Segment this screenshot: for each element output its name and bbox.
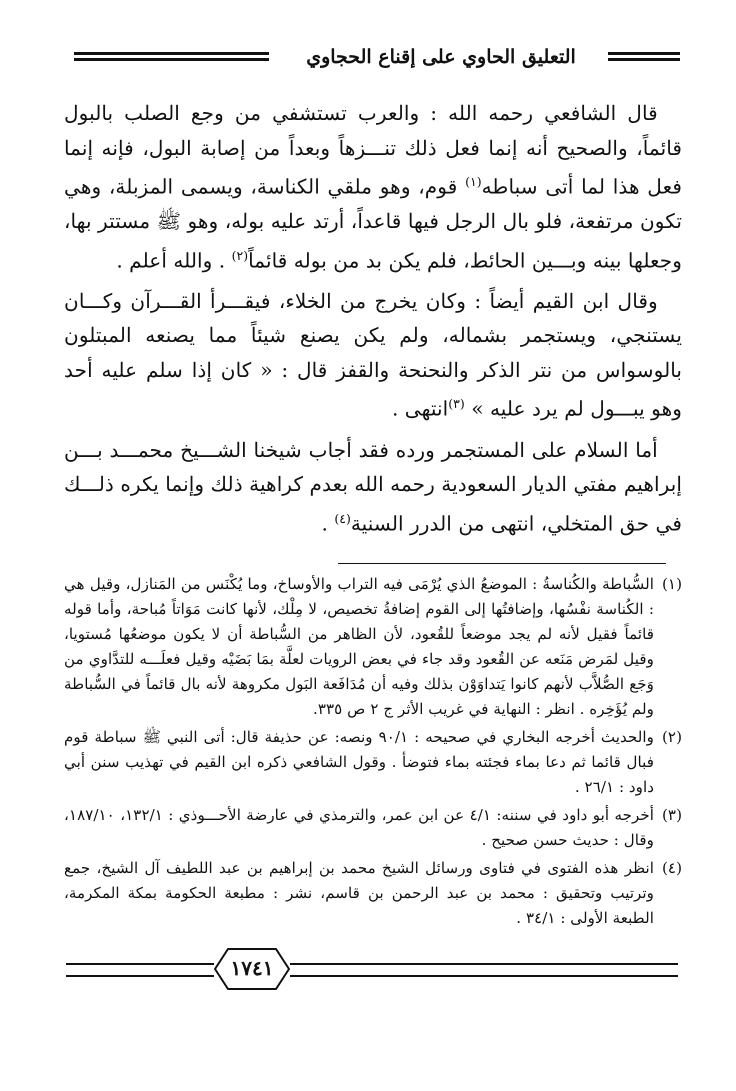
footnote-text: والحديث أخرجه البخاري في صحيحه : ٩٠/١ ونصه: عن حذيفة قال: أتى النبي ﷺ سباطة قوم فبال قائما ثم دعا بماء فجئته بماء فتوضأ . وقول الشافعي ذكره ابن القيم في تهذيب سنن أبي داود : ٢٦/١ . bbox=[64, 728, 654, 796]
footnote-ref-3: (٣) bbox=[448, 396, 465, 412]
header-rule-right bbox=[608, 52, 680, 64]
footnote-ref-2: (٢) bbox=[231, 247, 249, 263]
footnote-text: السُّباطة والكُناسةُ : الموضعُ الذي يُرْمَى فيه التراب والأوساخ، وما يُكْنَس من المَنازل، وقيل هي : الكُناسة نفْسُها، وإضافتُها إلى القوم إضافةُ تخصيص، لا مِلْك، لأنها كانت مَوَاتاً مُباحة، وأما قوله قائماً فقيل لأنه لم يجد موضعاً للقُعود، لأن الظاهر من السُّباطة أن لا يكون موضعُها مُستويا، وقيل لمَرض مَنَعه عن القُعود وقد جاء في بعض الرويات لعلَّة بمَا بَضَيْه وقيل فعلَـــه للتدَّاوي من وَجَع الصُّلاَّب لأنهم كانوا يَتداوَوْن بذلك وفيه أن مُدَافَعة البَول مكروهة لأنه بال قائماً في السُّباطة ولم يُؤَخِره . انظر : النهاية في غريب الأثر ج ٢ ص ٣٣٥. bbox=[64, 575, 654, 718]
header-title: التعليق الحاوي على إقناع الحجاوي bbox=[306, 46, 576, 68]
footnote-ref-4: (٤) bbox=[334, 510, 351, 526]
footnote-number: (٢) bbox=[661, 728, 682, 746]
footnote-2 bbox=[64, 725, 682, 800]
page-footer bbox=[66, 941, 678, 999]
footnote-number: (٤) bbox=[661, 859, 682, 877]
footnote-text: انظر هذه الفتوى في فتاوى ورسائل الشيخ محمد بن إبراهيم بن عبد اللطيف آل الشيخ، جمع وترتيب وتحقيق : محمد بن عبد الرحمن بن قاسم، نشر : مطبعة الحكومة بمكة المكرمة، الطبعة الأولى : ٣٤/١ . bbox=[64, 859, 654, 927]
footnote-1 bbox=[64, 572, 682, 722]
paragraph-2: وقال ابن القيم أيضاً : وكان يخرج من الخلاء، فيقـــرأ القـــرآن وكـــان يستنجي، ويستجمر بشماله، ولم يكن يصنع شيئاً مما يصنعه المبتلون بالوسواس من نتر الذكر والنحنحة والقفز قال : « كان إذا سلم عليه أحد وهو يبـــول لم يرد عليه » $^{(٣)}$انتهى . bbox=[64, 288, 682, 422]
footnote-4 bbox=[64, 856, 682, 931]
footnote-number: (١) bbox=[661, 575, 682, 593]
paragraph-1: قال الشافعي رحمه الله : والعرب تستشفي من وجع الصلب بالبول قائماً، والصحيح أنه إنما فعل ذلك تنـــزهاً وبعداً من إصابة البول، فإنه إنما فعل هذا لما أتى سباطه$^{(١)}$ قوم، وهو ملقي الكناسة، ويسمى المزبلة، وهي تكون مرتفعة، فلو بال الرجل فيها قاعداً، أرتد عليه بوله، وهو ﷺ مستتر بها، وجعلها بينه وبـــين الحائط، فلم يكن بد من بوله قائماً$^{(٢)}$ . والله أعلم . bbox=[64, 101, 682, 273]
paragraph-3: أما السلام على المستجمر ورده فقد أجاب شيخنا الشـــيخ محمـــد بـــن إبراهيم مفتي الديار السعودية رحمه الله بعدم كراهية ذلك وإنما يكره ذلـــك في حق المتخلي، انتهى من الدرر السنية$^{(٤)}$ . bbox=[64, 437, 682, 536]
main-text bbox=[64, 96, 682, 547]
footnote-3 bbox=[64, 803, 682, 853]
footnote-text: أخرجه أبو داود في سننه: ٤/١ عن ابن عمر، والترمذي في عارضة الأحـــوذي : ١٣٢/١، ١٨٧/١٠، وقال : حديث حسن صحيح . bbox=[64, 806, 654, 849]
header-rule-left bbox=[74, 52, 269, 64]
footnotes bbox=[64, 572, 682, 934]
running-header bbox=[66, 38, 680, 78]
page-number-frame bbox=[214, 947, 290, 991]
footer-rule-top bbox=[66, 963, 678, 965]
footnote-ref-1: (١) bbox=[465, 174, 482, 189]
footnote-divider bbox=[338, 563, 666, 564]
footnote-number: (٣) bbox=[661, 806, 682, 824]
page-number: ١٧٤١ bbox=[230, 956, 274, 980]
footer-rule-bottom bbox=[66, 975, 678, 977]
